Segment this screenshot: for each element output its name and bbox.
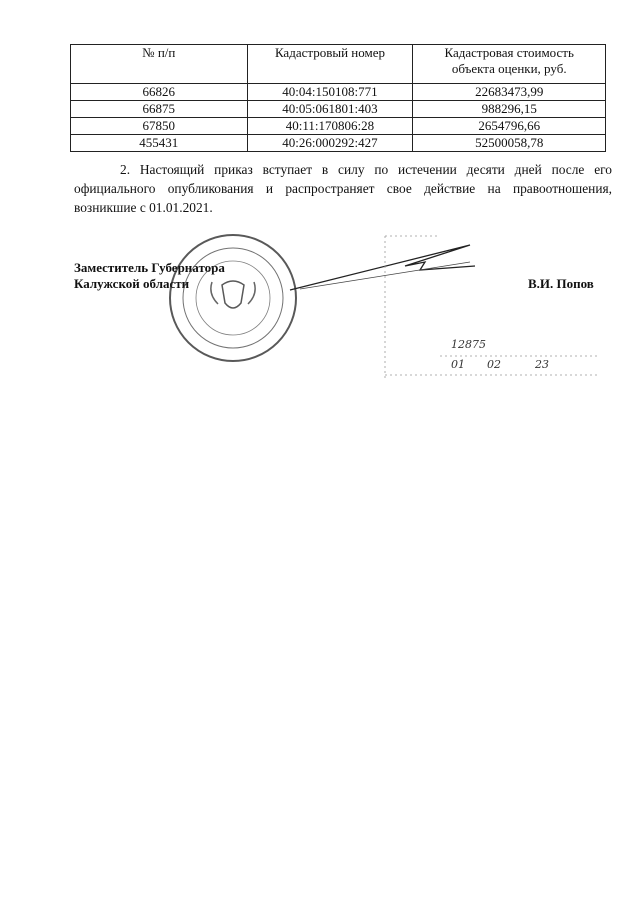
cell-cadastral: 40:26:000292:427 — [247, 135, 413, 152]
cell-value: 988296,15 — [413, 101, 606, 118]
cell-value: 52500058,78 — [413, 135, 606, 152]
handwritten-signature — [290, 245, 475, 290]
cell-id: 67850 — [71, 118, 248, 135]
cell-id: 66826 — [71, 84, 248, 101]
cell-value: 22683473,99 — [413, 84, 606, 101]
signer-position-line1: Заместитель Губернатора — [74, 260, 225, 275]
cell-id: 66875 — [71, 101, 248, 118]
header-cadastral-value: Кадастровая стоимость объекта оценки, руб. — [413, 45, 606, 84]
signer-position-line2: Калужской области — [74, 276, 190, 291]
official-stamp — [170, 235, 296, 361]
cell-cadastral: 40:11:170806:28 — [247, 118, 413, 135]
registration-year: 23 — [535, 358, 549, 371]
cell-cadastral: 40:04:150108:771 — [247, 84, 413, 101]
coat-of-arms-icon — [222, 281, 244, 308]
cell-cadastral: 40:05:061801:403 — [247, 101, 413, 118]
registration-day: 01 — [451, 358, 465, 371]
paragraph-text: 2. Настоящий приказ вступает в силу по истечении десяти дней после его официального опубликования и распространяет свое действие на правоотношения, возникшие с 01.01.2021. — [74, 162, 612, 215]
signer-name: В.И. Попов — [528, 276, 594, 291]
header-number: № п/п — [71, 45, 248, 84]
header-cadastral-number: Кадастровый номер — [247, 45, 413, 84]
cell-id: 455431 — [71, 135, 248, 152]
registration-number: 12875 — [451, 338, 486, 351]
cell-value: 2654796,66 — [413, 118, 606, 135]
registration-month: 02 — [487, 358, 501, 371]
registration-stamp-frame — [385, 236, 600, 378]
